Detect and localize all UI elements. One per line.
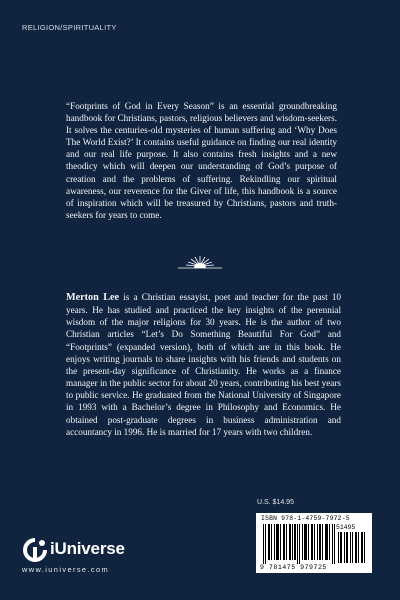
iuniverse-logo-icon <box>22 537 48 563</box>
book-description: “Footprints of God in Every Season” is an essential groundbreaking handbook for Christians, pastors, religious believers and wisdom-seekers. It solves the centuries-old mysteries of human suffering and ‘Why Does The World Exist?’ It contains useful guidance on finding our real identity and our real life purpose. It also contains fresh insights and a new theodicy which will deepen our understanding of God’s purpose of creation and the problems of suffering. Rekindling our spiritual awareness, our reverence for the Giver of life, this handbook is a source of inspiration which will be treasured by Christians, pastors and truth-seekers for years to come. <box>66 101 337 220</box>
isbn-text: ISBN 978-1-4759-7972-5 <box>261 515 350 522</box>
barcode-bars <box>263 524 335 564</box>
barcode-addon-number: 51495 <box>336 524 356 531</box>
author-bio-text: is a Christian essayist, poet and teacher for the past 10 years. He has studied and practiced the key insights of the perennial wisdom of the major religions for 30 years. He is the author of two Christian articles “Let’s Do Something Beautiful For God” and “Footprints” (expanded version), both of which are in this book. He enjoys writing journals to share insights with his friends and students on the present-day significance of Christianity. He works as a finance manager in the public sector for about 20 years, contributing his best years to public service. He graduated from the National University of Singapore in 1993 with a Bachelor’s degree in Philosophy and Economics. He obtained post-graduate degrees in business administration and accountancy in 1996. He is married for 17 years with two children. <box>66 292 342 437</box>
publisher-logo <box>22 537 142 577</box>
publisher-url: www.iuniverse.com <box>22 565 110 574</box>
author-bio <box>66 291 341 438</box>
barcode-addon-bars <box>338 532 366 563</box>
ean-digits: 9 781475 979725 <box>260 564 327 571</box>
category-label: RELIGION/SPIRITUALITY <box>22 23 117 32</box>
author-name: Merton Lee <box>66 292 120 303</box>
publisher-name: iUniverse <box>50 539 125 558</box>
price-label: U.S. $14.95 <box>257 499 294 506</box>
isbn-barcode <box>256 513 372 573</box>
sunrise-icon <box>176 255 224 271</box>
